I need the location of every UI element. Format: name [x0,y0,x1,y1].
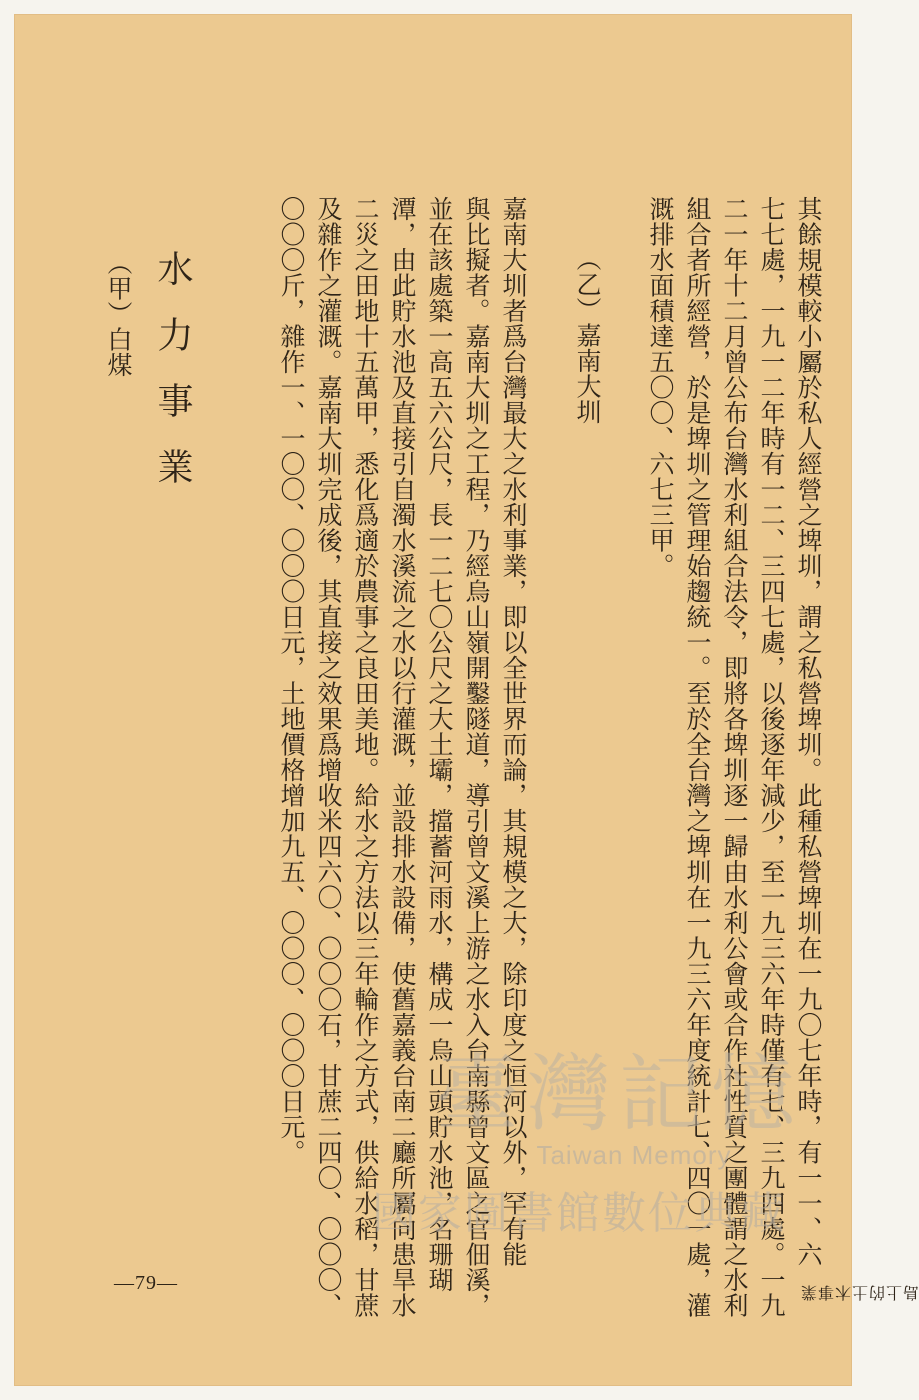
text-column-11: 及雜作之灌溉。嘉南大圳完成後，其直接之效果爲增收米四六〇、〇〇〇石，甘蔗二四〇、〇〇〇、 [314,196,343,1318]
text-column-8: 並在該處築一高五六公尺，長一二七〇公尺之大土壩，擋蓄河雨水，構成一烏山頭貯水池，名珊瑚 [425,196,454,1293]
text-column-6: 嘉南大圳者爲台灣最大之水利事業，即以全世界而論，其規模之大，除印度之恒河以外，罕有能 [499,196,528,1267]
section-title: 水力事業 [152,250,193,514]
document-page [14,14,919,1386]
running-header-text: 島上的土木事業 [800,1283,919,1302]
text-column-12: 〇〇〇斤，雜作一、一〇〇、〇〇〇日元，土地價格增加九五、〇〇〇、〇〇〇日元。 [277,196,306,1165]
text-column-10: 二災之田地十五萬甲，悉化爲適於農事之良田美地。給水之方法以三年輪作之方式，供給水稻，甘蔗 [351,196,380,1318]
text-column-9: 潭，由此貯水池及直接引自濁水溪流之水以行灌溉，並設排水設備，使舊嘉義台南二廳所屬向患旱水 [388,196,417,1318]
page-number: —79— [114,1272,178,1294]
text-column-1: 其餘規模較小屬於私人經營之埤圳，謂之私營埤圳。此種私營埤圳在一九〇七年時，有一一、六 [794,196,823,1267]
watermark-calligraphy: 臺灣記憶 [434,1045,803,1143]
running-header [800,1284,919,1300]
watermark-library: 國家圖書館數位典藏 [372,1188,786,1239]
subsection-title: （甲）白煤 [104,250,133,378]
text-column-7: 與比擬者。嘉南大圳之工程，乃經烏山嶺開鑿隧道，導引曾文溪上游之水入台南縣曾文區之官佃溪， [462,196,491,1318]
text-column-4: 組合者所經營，於是埤圳之管理始趨統一。至於全台灣之埤圳在一九三六年度統計七、四〇一處，灌 [683,196,712,1318]
watermark-english: Taiwan Memory [536,1140,732,1170]
text-column-2: 七七處，一九一二年時有一二、三四七處，以後逐年減少，至一九三六年時僅有七、三九四處。一九 [757,196,786,1318]
text-column-3: 二一年十二月曾公布台灣水利組合法令，即將各埤圳逐一歸由水利公會或合作社性質之團體謂之水利 [720,196,749,1318]
text-column-5: 溉排水面積達五〇〇、六七三甲。 [646,196,675,579]
subsection-heading: （乙）嘉南大圳 [573,246,602,425]
